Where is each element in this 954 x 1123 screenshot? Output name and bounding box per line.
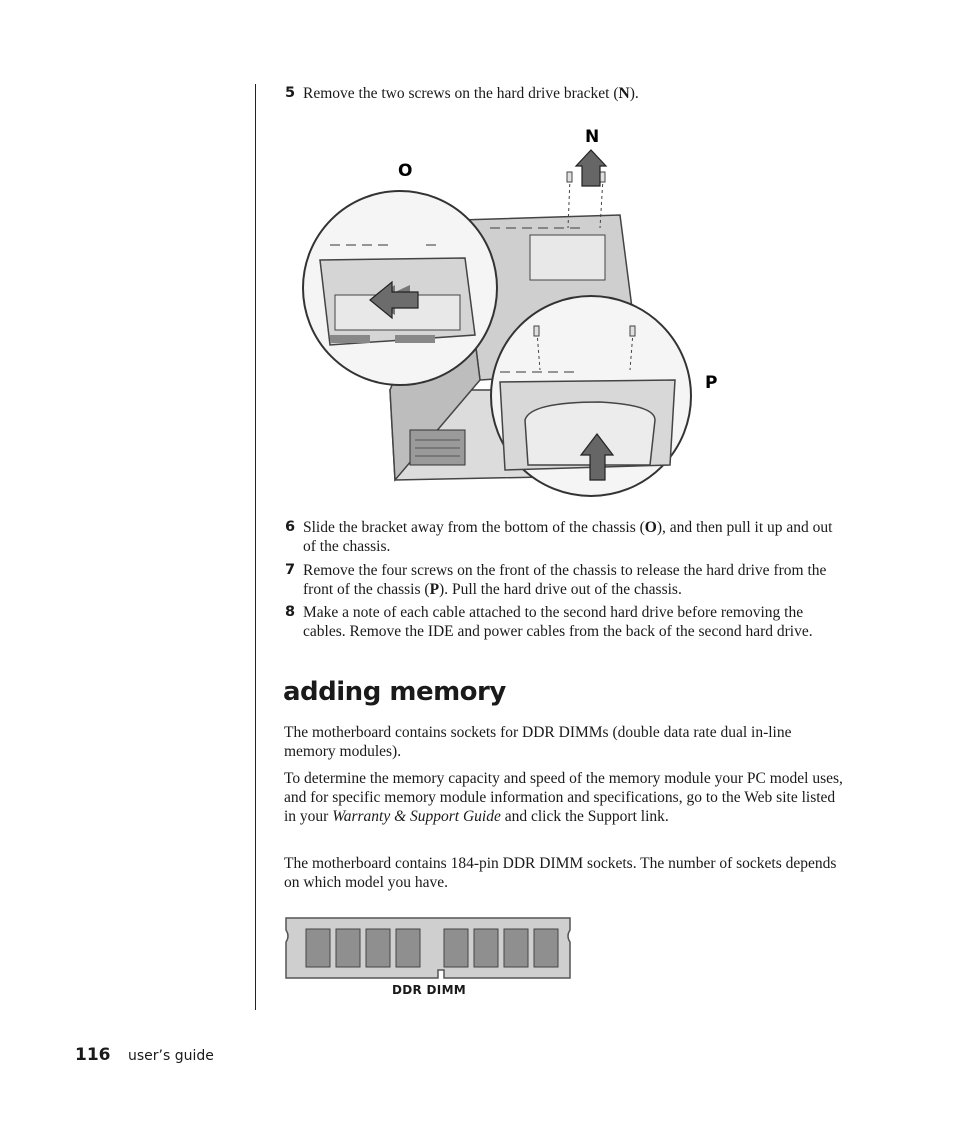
callout-o: O [398,161,413,181]
step-number: 7 [285,562,296,578]
step-6 [285,518,845,556]
step-number: 6 [285,519,296,535]
ddr-dimm-illustration [284,912,574,982]
step-text: Make a note of each cable attached to the second hard drive before removing the cables. Remove the IDE and power cables from the back of the second hard drive. [303,604,813,640]
step-7 [285,561,845,599]
footer-guide-label: user’s guide [128,1048,214,1064]
paragraph-memory-capacity: To determine the memory capacity and speed of the memory module your PC model uses, and for specific memory module information and specifications, go to the Web site listed in your Warranty & Support Guide and click the Support link. [284,770,843,825]
callout-p: P [705,373,718,393]
paragraph-dimm-intro: The motherboard contains sockets for DDR DIMMs (double data rate dual in-line memory modules). [284,724,792,760]
step-8 [285,603,845,641]
step-text: Slide the bracket away from the bottom of the chassis (O), and then pull it up and out of the chassis. [303,519,833,555]
section-title: adding memory [283,677,506,707]
step-number: 8 [285,604,296,620]
callout-n: N [585,127,600,147]
paragraph-sockets: The motherboard contains 184-pin DDR DIMM sockets. The number of sockets depends on which model you have. [284,855,837,891]
margin-rule [255,84,256,1010]
step-number: 5 [285,85,296,101]
step-text: Remove the four screws on the front of the chassis to release the hard drive from the front of the chassis (P). Pull the hard drive out of the chassis. [303,562,827,598]
step-text: Remove the two screws on the hard drive bracket (N). [303,85,639,102]
dimm-caption: DDR DIMM [392,983,467,997]
hard-drive-removal-illustration [300,120,720,500]
step-5 [285,84,845,103]
page-number: 116 [75,1045,111,1065]
